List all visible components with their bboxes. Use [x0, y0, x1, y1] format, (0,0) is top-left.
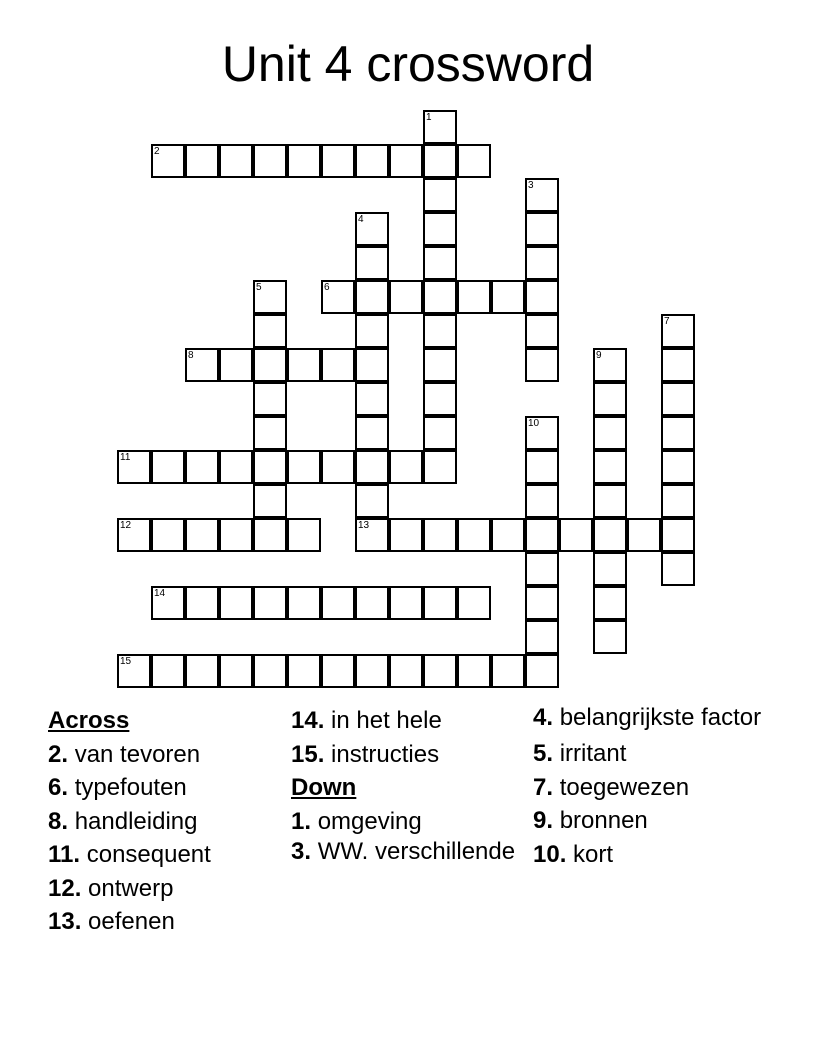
grid-cell[interactable]: [661, 416, 695, 450]
grid-cell[interactable]: [593, 518, 627, 552]
clue-across-6: [48, 771, 288, 805]
clue-across-12: [48, 872, 288, 906]
grid-cell[interactable]: [151, 586, 185, 620]
clue-text: consequent: [86, 841, 211, 868]
clue-text: ontwerp: [88, 874, 174, 902]
grid-cell[interactable]: [389, 518, 423, 552]
grid-cell[interactable]: [627, 518, 661, 552]
clue-text: irritant: [559, 740, 627, 767]
cell-number: 15: [120, 656, 132, 667]
grid-cell[interactable]: [423, 178, 457, 212]
cell-number: 3: [528, 180, 534, 191]
grid-cell[interactable]: [593, 450, 627, 484]
clue-number: 4.: [533, 704, 554, 731]
clue-text: van tevoren: [74, 740, 201, 768]
clue-number: 12.: [48, 874, 82, 902]
across-heading: Across: [48, 707, 130, 734]
grid-cell[interactable]: [219, 586, 253, 620]
grid-cell[interactable]: [355, 246, 389, 280]
grid-cell[interactable]: [525, 280, 559, 314]
grid-cell[interactable]: [321, 450, 355, 484]
clue-text: bronnen: [559, 807, 648, 834]
grid-cell[interactable]: [355, 212, 389, 246]
grid-cell[interactable]: [423, 450, 457, 484]
clue-number: 13.: [48, 908, 82, 935]
grid-cell[interactable]: [253, 314, 287, 348]
clue-down-7: [533, 771, 773, 805]
clue-down-3: [291, 838, 521, 865]
clue-number: 1.: [291, 807, 312, 835]
clue-down-5: [533, 737, 773, 771]
grid-cell[interactable]: [253, 654, 287, 688]
grid-cell[interactable]: [423, 518, 457, 552]
grid-cell[interactable]: [117, 518, 151, 552]
clue-column-1: [48, 704, 288, 939]
grid-cell[interactable]: [321, 654, 355, 688]
grid-cell[interactable]: [151, 654, 185, 688]
grid-cell[interactable]: [525, 552, 559, 586]
grid-cell[interactable]: [525, 518, 559, 552]
grid-cell[interactable]: [151, 450, 185, 484]
clue-text: toegewezen: [559, 773, 690, 801]
grid-cell[interactable]: [185, 518, 219, 552]
clue-text: kort: [573, 840, 614, 868]
grid-cell[interactable]: [525, 178, 559, 212]
clue-down-4: [533, 704, 773, 731]
cell-number: 11: [120, 452, 131, 463]
grid-cell[interactable]: [355, 382, 389, 416]
grid-cell[interactable]: [423, 586, 457, 620]
grid-cell[interactable]: [355, 586, 389, 620]
grid-cell[interactable]: [253, 450, 287, 484]
grid-cell[interactable]: [661, 552, 695, 586]
grid-cell[interactable]: [321, 144, 355, 178]
grid-cell[interactable]: [593, 620, 627, 654]
grid-cell[interactable]: [593, 552, 627, 586]
clue-down-10: [533, 838, 773, 872]
cell-number: 1: [426, 112, 432, 123]
grid-cell[interactable]: [253, 484, 287, 518]
grid-cell[interactable]: [253, 382, 287, 416]
grid-cell[interactable]: [661, 484, 695, 518]
clue-text: WW. verschillende: [317, 838, 516, 865]
grid-cell[interactable]: [321, 348, 355, 382]
cell-number: 12: [120, 520, 132, 531]
grid-cell[interactable]: [321, 586, 355, 620]
down-heading: Down: [291, 774, 357, 801]
grid-cell[interactable]: [525, 314, 559, 348]
grid-cell[interactable]: [525, 586, 559, 620]
clue-across-8: [48, 805, 288, 839]
clue-number: 11.: [48, 841, 81, 868]
grid-cell[interactable]: [593, 382, 627, 416]
grid-cell[interactable]: [559, 518, 593, 552]
cell-number: 14: [154, 588, 166, 599]
clue-down-9: [533, 804, 773, 838]
grid-cell[interactable]: [423, 144, 457, 178]
grid-cell[interactable]: [525, 654, 559, 688]
grid-cell[interactable]: [287, 586, 321, 620]
grid-cell[interactable]: [389, 654, 423, 688]
grid-cell[interactable]: [423, 348, 457, 382]
grid-cell[interactable]: [185, 654, 219, 688]
clue-column-2: [291, 704, 521, 871]
grid-cell[interactable]: [525, 450, 559, 484]
clue-number: 2.: [48, 740, 69, 768]
grid-cell[interactable]: [355, 280, 389, 314]
grid-cell[interactable]: [219, 518, 253, 552]
grid-cell[interactable]: [253, 144, 287, 178]
cell-number: 6: [324, 282, 330, 293]
grid-cell[interactable]: [661, 382, 695, 416]
clue-text: handleiding: [74, 807, 198, 835]
grid-cell[interactable]: [525, 246, 559, 280]
grid-cell[interactable]: [491, 654, 525, 688]
grid-cell[interactable]: [423, 654, 457, 688]
grid-cell[interactable]: [525, 212, 559, 246]
grid-cell[interactable]: [423, 416, 457, 450]
grid-cell[interactable]: [287, 654, 321, 688]
grid-cell[interactable]: [525, 620, 559, 654]
grid-cell[interactable]: [457, 280, 491, 314]
grid-cell[interactable]: [423, 314, 457, 348]
grid-cell[interactable]: [525, 348, 559, 382]
clue-across-11: [48, 838, 288, 872]
grid-cell[interactable]: [355, 450, 389, 484]
grid-cell[interactable]: [525, 416, 559, 450]
grid-cell[interactable]: [185, 348, 219, 382]
grid-cell[interactable]: [457, 586, 491, 620]
cell-number: 10: [528, 418, 540, 429]
grid-cell[interactable]: [355, 348, 389, 382]
grid-cell[interactable]: [355, 484, 389, 518]
grid-cell[interactable]: [253, 280, 287, 314]
grid-cell[interactable]: [661, 450, 695, 484]
grid-cell[interactable]: [253, 518, 287, 552]
clue-number: 10.: [533, 840, 567, 868]
clue-across-14: [291, 704, 521, 738]
grid-cell[interactable]: [457, 654, 491, 688]
grid-cell[interactable]: [457, 518, 491, 552]
clue-number: 15.: [291, 740, 325, 768]
grid-cell[interactable]: [593, 484, 627, 518]
grid-cell[interactable]: [491, 518, 525, 552]
clue-text: belangrijkste factor: [559, 704, 762, 731]
grid-cell[interactable]: [287, 450, 321, 484]
cell-number: 13: [358, 520, 370, 531]
grid-cell[interactable]: [661, 314, 695, 348]
grid-cell[interactable]: [219, 654, 253, 688]
clue-number: 3.: [291, 838, 312, 865]
clue-number: 9.: [533, 807, 554, 834]
clue-across-2: [48, 738, 288, 772]
grid-cell[interactable]: [219, 144, 253, 178]
grid-cell[interactable]: [287, 348, 321, 382]
clue-number: 5.: [533, 740, 554, 767]
cell-number: 9: [596, 350, 602, 361]
grid-cell[interactable]: [423, 212, 457, 246]
grid-cell[interactable]: [457, 144, 491, 178]
cell-number: 4: [358, 214, 364, 225]
grid-cell[interactable]: [389, 450, 423, 484]
grid-cell[interactable]: [355, 654, 389, 688]
grid-cell[interactable]: [389, 586, 423, 620]
grid-cell[interactable]: [253, 416, 287, 450]
grid-cell[interactable]: [185, 586, 219, 620]
clue-down-1: [291, 805, 521, 839]
grid-cell[interactable]: [151, 144, 185, 178]
grid-cell[interactable]: [253, 586, 287, 620]
clue-column-3: [533, 704, 773, 871]
clue-text: oefenen: [88, 908, 175, 935]
grid-cell[interactable]: [593, 348, 627, 382]
grid-cell[interactable]: [151, 518, 185, 552]
grid-cell[interactable]: [423, 246, 457, 280]
clue-text: omgeving: [317, 807, 422, 835]
grid-cell[interactable]: [661, 518, 695, 552]
clue-across-13: [48, 905, 288, 939]
grid-cell[interactable]: [525, 484, 559, 518]
cell-number: 2: [154, 146, 160, 157]
puzzle-title: Unit 4 crossword: [221, 36, 595, 92]
grid-cell[interactable]: [389, 280, 423, 314]
clue-across-15: [291, 738, 521, 772]
clue-text: typefouten: [74, 774, 187, 801]
grid-cell[interactable]: [593, 586, 627, 620]
grid-cell[interactable]: [287, 518, 321, 552]
clue-number: 8.: [48, 807, 69, 835]
grid-cell[interactable]: [321, 280, 355, 314]
grid-cell[interactable]: [355, 144, 389, 178]
grid-cell[interactable]: [185, 144, 219, 178]
grid-cell[interactable]: [117, 654, 151, 688]
grid-cell[interactable]: [185, 450, 219, 484]
grid-cell[interactable]: [219, 348, 253, 382]
grid-cell[interactable]: [423, 280, 457, 314]
grid-cell[interactable]: [355, 314, 389, 348]
grid-cell[interactable]: [219, 450, 253, 484]
clue-number: 6.: [48, 774, 69, 801]
clue-number: 14.: [291, 707, 325, 734]
grid-cell[interactable]: [355, 518, 389, 552]
cell-number: 5: [256, 282, 262, 293]
grid-cell[interactable]: [355, 416, 389, 450]
grid-cell[interactable]: [593, 416, 627, 450]
grid-cell[interactable]: [423, 110, 457, 144]
grid-cell[interactable]: [389, 144, 423, 178]
cell-number: 7: [664, 316, 670, 327]
grid-cell[interactable]: [287, 144, 321, 178]
clue-text: in het hele: [331, 707, 442, 734]
grid-cell[interactable]: [661, 348, 695, 382]
grid-cell[interactable]: [117, 450, 151, 484]
grid-cell[interactable]: [423, 382, 457, 416]
grid-cell[interactable]: [491, 280, 525, 314]
cell-number: 8: [188, 350, 194, 361]
clue-number: 7.: [533, 773, 554, 801]
grid-cell[interactable]: [253, 348, 287, 382]
clue-text: instructies: [331, 740, 440, 768]
